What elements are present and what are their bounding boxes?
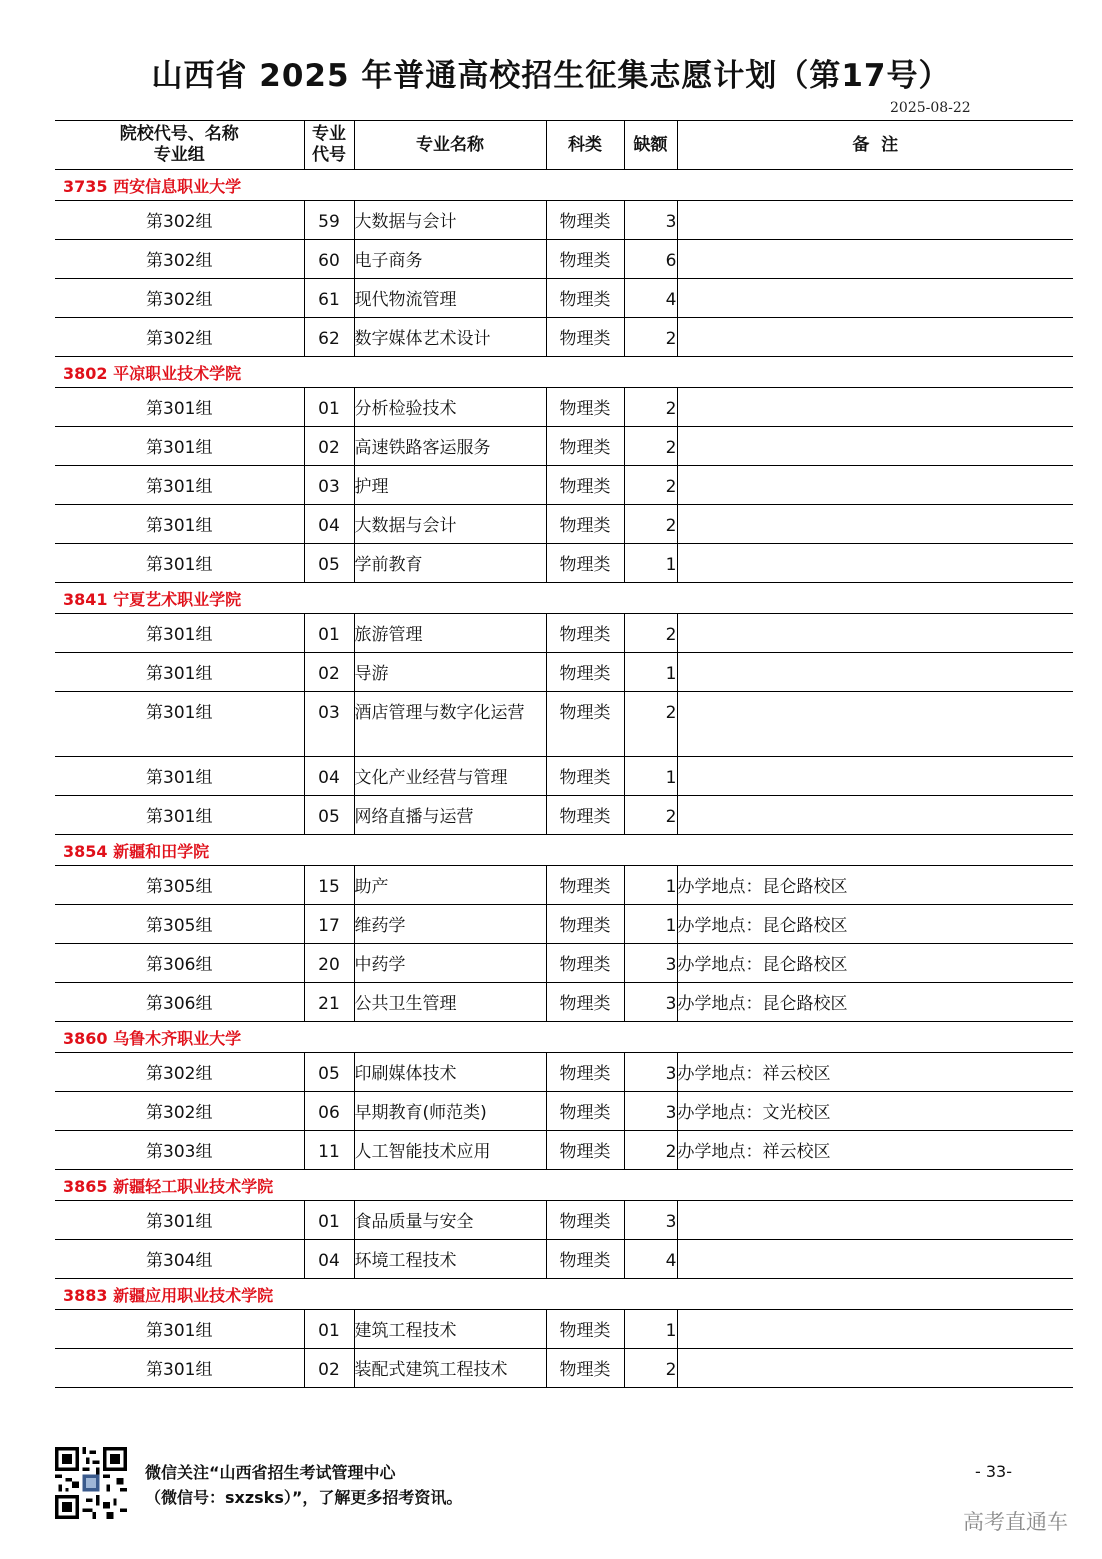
group-cell: 第301组 bbox=[55, 757, 304, 796]
major-code-cell: 17 bbox=[304, 905, 354, 944]
group-cell: 第305组 bbox=[55, 866, 304, 905]
major-code-cell: 21 bbox=[304, 983, 354, 1022]
table-row bbox=[55, 944, 1073, 983]
note-cell bbox=[677, 653, 1073, 692]
note-cell bbox=[677, 427, 1073, 466]
category-cell: 物理类 bbox=[546, 318, 624, 357]
school-header-row bbox=[55, 835, 1073, 866]
note-cell bbox=[677, 757, 1073, 796]
major-name-cell: 中药学 bbox=[354, 944, 546, 983]
table-row bbox=[55, 201, 1073, 240]
footer-line-1: 微信关注“山西省招生考试管理中心 bbox=[145, 1463, 396, 1482]
group-cell: 第301组 bbox=[55, 505, 304, 544]
major-code-cell: 03 bbox=[304, 466, 354, 505]
note-cell bbox=[677, 318, 1073, 357]
group-cell: 第302组 bbox=[55, 279, 304, 318]
category-cell: 物理类 bbox=[546, 505, 624, 544]
page-title: 山西省 2025 年普通高校招生征集志愿计划（第17号） bbox=[151, 58, 951, 94]
school-header-row bbox=[55, 357, 1073, 388]
major-code-cell: 01 bbox=[304, 1201, 354, 1240]
school-header-row bbox=[55, 583, 1073, 614]
group-cell: 第303组 bbox=[55, 1131, 304, 1170]
group-cell: 第301组 bbox=[55, 466, 304, 505]
header-code-line1: 专业 bbox=[312, 124, 346, 144]
group-cell: 第304组 bbox=[55, 1240, 304, 1279]
school-name: 3860 乌鲁木齐职业大学 bbox=[55, 1022, 1073, 1053]
category-cell: 物理类 bbox=[546, 796, 624, 835]
group-cell: 第305组 bbox=[55, 905, 304, 944]
enrollment-plan-table bbox=[55, 120, 1073, 1388]
group-cell: 第301组 bbox=[55, 1201, 304, 1240]
table-row bbox=[55, 653, 1073, 692]
page-number: - 33- bbox=[975, 1462, 1012, 1481]
major-code-cell: 20 bbox=[304, 944, 354, 983]
major-code-cell: 06 bbox=[304, 1092, 354, 1131]
school-name: 3854 新疆和田学院 bbox=[55, 835, 1073, 866]
school-header-row bbox=[55, 170, 1073, 201]
header-notes: 备 注 bbox=[677, 121, 1073, 170]
table-row bbox=[55, 1053, 1073, 1092]
table-row bbox=[55, 1201, 1073, 1240]
quota-cell: 3 bbox=[624, 1053, 677, 1092]
note-cell bbox=[677, 466, 1073, 505]
major-name-cell: 装配式建筑工程技术 bbox=[354, 1349, 546, 1388]
quota-cell: 2 bbox=[624, 692, 677, 757]
major-code-cell: 01 bbox=[304, 1310, 354, 1349]
category-cell: 物理类 bbox=[546, 1201, 624, 1240]
major-name-cell: 酒店管理与数字化运营 bbox=[354, 692, 546, 757]
watermark: 高考直通车 bbox=[963, 1510, 1068, 1534]
major-name-cell: 公共卫生管理 bbox=[354, 983, 546, 1022]
table-row bbox=[55, 796, 1073, 835]
major-code-cell: 05 bbox=[304, 1053, 354, 1092]
table-row bbox=[55, 614, 1073, 653]
category-cell: 物理类 bbox=[546, 905, 624, 944]
major-name-cell: 现代物流管理 bbox=[354, 279, 546, 318]
group-cell: 第302组 bbox=[55, 318, 304, 357]
note-cell: 办学地点：祥云校区 bbox=[677, 1131, 1073, 1170]
major-name-cell: 电子商务 bbox=[354, 240, 546, 279]
school-name: 3802 平凉职业技术学院 bbox=[55, 357, 1073, 388]
major-name-cell: 建筑工程技术 bbox=[354, 1310, 546, 1349]
quota-cell: 1 bbox=[624, 757, 677, 796]
group-cell: 第302组 bbox=[55, 1053, 304, 1092]
note-cell bbox=[677, 1349, 1073, 1388]
category-cell: 物理类 bbox=[546, 466, 624, 505]
quota-cell: 2 bbox=[624, 388, 677, 427]
major-code-cell: 01 bbox=[304, 614, 354, 653]
table-row bbox=[55, 466, 1073, 505]
category-cell: 物理类 bbox=[546, 653, 624, 692]
group-cell: 第306组 bbox=[55, 983, 304, 1022]
quota-cell: 3 bbox=[624, 1092, 677, 1131]
major-name-cell: 早期教育(师范类) bbox=[354, 1092, 546, 1131]
quota-cell: 2 bbox=[624, 427, 677, 466]
group-cell: 第302组 bbox=[55, 1092, 304, 1131]
category-cell: 物理类 bbox=[546, 1349, 624, 1388]
school-header-row bbox=[55, 1279, 1073, 1310]
quota-cell: 1 bbox=[624, 653, 677, 692]
major-code-cell: 02 bbox=[304, 1349, 354, 1388]
major-code-cell: 62 bbox=[304, 318, 354, 357]
table-row bbox=[55, 240, 1073, 279]
quota-cell: 2 bbox=[624, 796, 677, 835]
major-name-cell: 高速铁路客运服务 bbox=[354, 427, 546, 466]
major-name-cell: 分析检验技术 bbox=[354, 388, 546, 427]
major-name-cell: 大数据与会计 bbox=[354, 201, 546, 240]
major-code-cell: 02 bbox=[304, 427, 354, 466]
footer-notice bbox=[145, 1460, 462, 1510]
note-cell bbox=[677, 505, 1073, 544]
group-cell: 第301组 bbox=[55, 427, 304, 466]
table-row bbox=[55, 1092, 1073, 1131]
quota-cell: 3 bbox=[624, 1201, 677, 1240]
note-cell bbox=[677, 692, 1073, 757]
table-row bbox=[55, 318, 1073, 357]
quota-cell: 1 bbox=[624, 905, 677, 944]
note-cell bbox=[677, 1201, 1073, 1240]
major-name-cell: 学前教育 bbox=[354, 544, 546, 583]
category-cell: 物理类 bbox=[546, 1131, 624, 1170]
table-row bbox=[55, 1310, 1073, 1349]
group-cell: 第306组 bbox=[55, 944, 304, 983]
table-row bbox=[55, 1240, 1073, 1279]
group-cell: 第301组 bbox=[55, 544, 304, 583]
major-code-cell: 60 bbox=[304, 240, 354, 279]
school-name: 3735 西安信息职业大学 bbox=[55, 170, 1073, 201]
group-cell: 第302组 bbox=[55, 240, 304, 279]
footer-line-2: （微信号：sxzsks）”，了解更多招考资讯。 bbox=[145, 1488, 463, 1507]
quota-cell: 3 bbox=[624, 944, 677, 983]
header-school-label: 院校代号、名称 bbox=[119, 124, 239, 144]
major-code-cell: 04 bbox=[304, 1240, 354, 1279]
major-name-cell: 导游 bbox=[354, 653, 546, 692]
note-cell bbox=[677, 388, 1073, 427]
note-cell: 办学地点：祥云校区 bbox=[677, 1053, 1073, 1092]
quota-cell: 1 bbox=[624, 544, 677, 583]
header-category: 科类 bbox=[546, 121, 624, 170]
major-code-cell: 03 bbox=[304, 692, 354, 757]
group-cell: 第301组 bbox=[55, 388, 304, 427]
major-code-cell: 61 bbox=[304, 279, 354, 318]
group-cell: 第301组 bbox=[55, 692, 304, 757]
table-row bbox=[55, 905, 1073, 944]
category-cell: 物理类 bbox=[546, 544, 624, 583]
quota-cell: 6 bbox=[624, 240, 677, 279]
group-cell: 第301组 bbox=[55, 653, 304, 692]
quota-cell: 2 bbox=[624, 1349, 677, 1388]
table-row bbox=[55, 279, 1073, 318]
category-cell: 物理类 bbox=[546, 201, 624, 240]
major-code-cell: 15 bbox=[304, 866, 354, 905]
publish-date: 2025-08-22 bbox=[890, 100, 971, 116]
header-major-name: 专业名称 bbox=[354, 121, 546, 170]
group-cell: 第301组 bbox=[55, 796, 304, 835]
quota-cell: 3 bbox=[624, 983, 677, 1022]
school-header-row bbox=[55, 1022, 1073, 1053]
header-quota: 缺额 bbox=[624, 121, 677, 170]
quota-cell: 2 bbox=[624, 1131, 677, 1170]
quota-cell: 2 bbox=[624, 466, 677, 505]
school-header-row bbox=[55, 1170, 1073, 1201]
category-cell: 物理类 bbox=[546, 614, 624, 653]
table-row bbox=[55, 388, 1073, 427]
table-row bbox=[55, 544, 1073, 583]
major-name-cell: 网络直播与运营 bbox=[354, 796, 546, 835]
school-name: 3865 新疆轻工职业技术学院 bbox=[55, 1170, 1073, 1201]
note-cell bbox=[677, 796, 1073, 835]
category-cell: 物理类 bbox=[546, 866, 624, 905]
table-row bbox=[55, 692, 1073, 757]
major-code-cell: 05 bbox=[304, 544, 354, 583]
major-name-cell: 环境工程技术 bbox=[354, 1240, 546, 1279]
major-name-cell: 护理 bbox=[354, 466, 546, 505]
category-cell: 物理类 bbox=[546, 944, 624, 983]
category-cell: 物理类 bbox=[546, 1053, 624, 1092]
major-code-cell: 04 bbox=[304, 505, 354, 544]
category-cell: 物理类 bbox=[546, 1092, 624, 1131]
group-cell: 第301组 bbox=[55, 1349, 304, 1388]
major-name-cell: 大数据与会计 bbox=[354, 505, 546, 544]
category-cell: 物理类 bbox=[546, 757, 624, 796]
major-code-cell: 11 bbox=[304, 1131, 354, 1170]
table-body bbox=[55, 170, 1073, 1388]
quota-cell: 3 bbox=[624, 201, 677, 240]
category-cell: 物理类 bbox=[546, 692, 624, 757]
quota-cell: 2 bbox=[624, 505, 677, 544]
category-cell: 物理类 bbox=[546, 1310, 624, 1349]
major-name-cell: 食品质量与安全 bbox=[354, 1201, 546, 1240]
quota-cell: 2 bbox=[624, 318, 677, 357]
note-cell bbox=[677, 544, 1073, 583]
quota-cell: 2 bbox=[624, 614, 677, 653]
quota-cell: 1 bbox=[624, 866, 677, 905]
note-cell bbox=[677, 1240, 1073, 1279]
major-name-cell: 人工智能技术应用 bbox=[354, 1131, 546, 1170]
quota-cell: 4 bbox=[624, 279, 677, 318]
note-cell bbox=[677, 1310, 1073, 1349]
table-row bbox=[55, 983, 1073, 1022]
note-cell bbox=[677, 240, 1073, 279]
quota-cell: 4 bbox=[624, 1240, 677, 1279]
note-cell: 办学地点：昆仑路校区 bbox=[677, 905, 1073, 944]
note-cell: 办学地点：文光校区 bbox=[677, 1092, 1073, 1131]
category-cell: 物理类 bbox=[546, 427, 624, 466]
table-header-row bbox=[55, 121, 1073, 170]
group-cell: 第301组 bbox=[55, 614, 304, 653]
table-row bbox=[55, 505, 1073, 544]
header-group-label: 专业组 bbox=[153, 145, 205, 165]
school-name: 3883 新疆应用职业技术学院 bbox=[55, 1279, 1073, 1310]
major-name-cell: 维药学 bbox=[354, 905, 546, 944]
group-cell: 第302组 bbox=[55, 201, 304, 240]
major-code-cell: 59 bbox=[304, 201, 354, 240]
header-major-code bbox=[304, 121, 354, 170]
note-cell bbox=[677, 279, 1073, 318]
header-school-group bbox=[55, 121, 304, 170]
category-cell: 物理类 bbox=[546, 279, 624, 318]
category-cell: 物理类 bbox=[546, 388, 624, 427]
note-cell: 办学地点：昆仑路校区 bbox=[677, 983, 1073, 1022]
major-name-cell: 数字媒体艺术设计 bbox=[354, 318, 546, 357]
note-cell: 办学地点：昆仑路校区 bbox=[677, 944, 1073, 983]
note-cell bbox=[677, 614, 1073, 653]
qr-code-icon bbox=[55, 1447, 127, 1519]
table-row bbox=[55, 427, 1073, 466]
major-name-cell: 印刷媒体技术 bbox=[354, 1053, 546, 1092]
major-code-cell: 02 bbox=[304, 653, 354, 692]
note-cell bbox=[677, 201, 1073, 240]
group-cell: 第301组 bbox=[55, 1310, 304, 1349]
category-cell: 物理类 bbox=[546, 1240, 624, 1279]
major-name-cell: 文化产业经营与管理 bbox=[354, 757, 546, 796]
table-row bbox=[55, 1349, 1073, 1388]
table-row bbox=[55, 866, 1073, 905]
table-row bbox=[55, 757, 1073, 796]
major-name-cell: 助产 bbox=[354, 866, 546, 905]
header-code-line2: 代号 bbox=[312, 145, 346, 165]
major-code-cell: 01 bbox=[304, 388, 354, 427]
quota-cell: 1 bbox=[624, 1310, 677, 1349]
table-row bbox=[55, 1131, 1073, 1170]
note-cell: 办学地点：昆仑路校区 bbox=[677, 866, 1073, 905]
major-name-cell: 旅游管理 bbox=[354, 614, 546, 653]
category-cell: 物理类 bbox=[546, 240, 624, 279]
category-cell: 物理类 bbox=[546, 983, 624, 1022]
school-name: 3841 宁夏艺术职业学院 bbox=[55, 583, 1073, 614]
major-code-cell: 05 bbox=[304, 796, 354, 835]
major-code-cell: 04 bbox=[304, 757, 354, 796]
